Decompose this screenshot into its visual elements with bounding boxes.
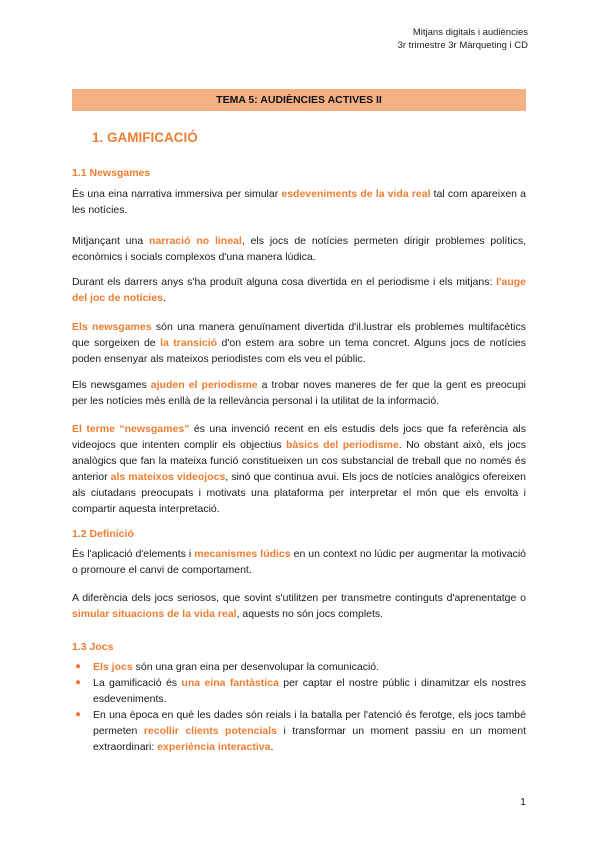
paragraph-2: Mitjançant una narració no lineal, els jocs de notícies permeten dirigir problemes polítics, econòmics i socials complexos d'una manera lúdica. [72, 235, 526, 263]
list-item: ● En una època en què les dades són reials i la batalla per l'atenció és ferotge, els jocs també permeten recollir clients potencials i transformar un moment passiu en un moment extraordinari: experiència interactiva. [75, 709, 526, 753]
list-item: ● Els jocs són una gran eina per desenvolupar la comunicació. [75, 661, 380, 673]
header-term: 3r trimestre 3r Màrqueting i CD [397, 40, 528, 51]
paragraph-7: És l'aplicació d'elements i mecanismes lúdics en un context no lúdic per augmentar la motivació o promoure el canvi de comportament. [72, 548, 526, 576]
paragraph-1: És una eina narrativa immersiva per simular esdeveniments de la vida real tal com apareixen a les notícies. [72, 188, 526, 216]
paragraph-8: A diferència dels jocs seriosos, que sovint s'utilitzen per transmetre continguts d'aprenentatge o simular situacions de la vida real, aquests no són jocs complets. [72, 592, 526, 620]
games-bullet-list [72, 659, 526, 755]
subsection-newsgames: 1.1 Newsgames [72, 167, 151, 179]
paragraph-4: Els newsgames són una manera genuïnament divertida d'il.lustrar els problemes multifacètics que sorgeixen de la transició d'on estem ara sobre un tema concret. Alguns jocs de notícies poden ensenyar als mateixos periodistes com els veu el públic. [72, 321, 526, 365]
header-course: Mitjans digitals i audiències [412, 27, 528, 38]
circle-bullet-icon: ● [75, 677, 82, 688]
subsection-definicio: 1.2 Definició [72, 528, 134, 540]
running-header [398, 26, 528, 52]
circle-bullet-icon: ● [75, 709, 82, 720]
section-title: 1. GAMIFICACIÓ [92, 130, 198, 145]
list-item: ● La gamificació és una eina fantàstica per captar el nostre públic i dinamitzar els nostres esdeveniments. [75, 677, 527, 705]
subsection-jocs: 1.3 Jocs [72, 641, 114, 653]
topic-banner: TEMA 5: AUDIÈNCIES ACTIVES II [72, 89, 526, 111]
page-number: 1 [520, 796, 526, 808]
circle-bullet-icon: ● [75, 661, 82, 672]
paragraph-3: Durant els darrers anys s'ha produït alguna cosa divertida en el periodisme i els mitjans: l'auge del joc de notícies. [72, 276, 526, 304]
paragraph-6: El terme “newsgames” és una invenció recent en els estudis dels jocs que fa referència als videojocs que intenten complir els objectius bàsics del periodisme. No obstant això, els jocs analògics que fan la mateixa funció constitueixen un cos substancial de treball que no només és anterior als mateixos videojocs, sinó que continua avui. Els jocs de notícies analògics ofereixen als ciutadans preocupats i motivats una plataforma per interpretar el món que els envolta i compartir aquesta interpretació. [72, 423, 526, 515]
paragraph-5: Els newsgames ajuden el periodisme a trobar noves maneres de fer que la gent es preocupi per les notícies més enllà de la rellevància personal i la utilitat de la informació. [72, 379, 527, 407]
